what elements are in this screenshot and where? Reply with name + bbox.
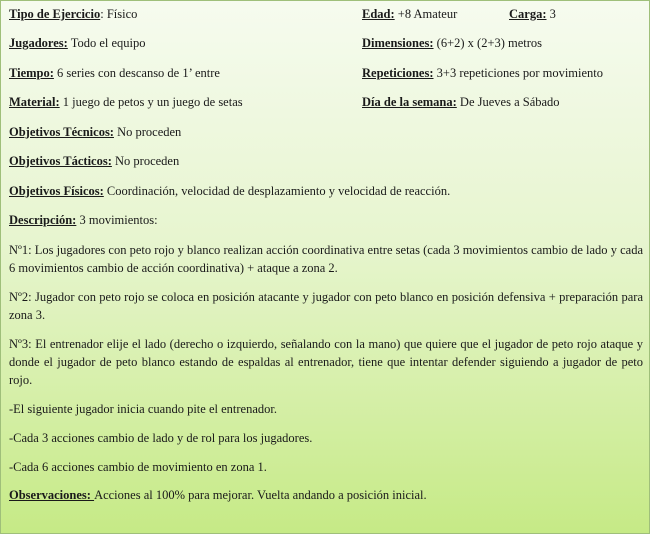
descripcion-row (9, 213, 158, 228)
paragraph-2: Nº2: Jugador con peto rojo se coloca en posición atacante y jugador con peto blanco en posición defensiva + preparación para zona 3. (9, 290, 643, 322)
dia-row (362, 95, 560, 110)
obj-fisicos-label: Objetivos Físicos: (9, 184, 104, 198)
material-value: 1 juego de petos y un juego de setas (59, 95, 243, 109)
observaciones-value: Acciones al 100% para mejorar. Vuelta andando a posición inicial. (94, 488, 427, 502)
repeticiones-row (362, 66, 603, 81)
edad-row (362, 7, 457, 22)
obj-tecnicos-value: No proceden (113, 125, 182, 139)
obj-tacticos-label: Objetivos Tácticos: (9, 154, 112, 168)
paragraph-1: Nº1: Los jugadores con peto rojo y blanco realizan acción coordinativa entre setas (cada 3 movimientos cambio de lado y cada 6 movimientos cambio de acción coordinativa) + ataque a zona 2. (9, 243, 643, 275)
obj-tacticos-value: No proceden (111, 154, 180, 168)
descripcion-label: Descripción: (9, 213, 77, 227)
obj-tecnicos-row (9, 125, 181, 140)
paragraph-3: Nº3: El entrenador elije el lado (derecho o izquierdo, señalando con la mano) que quiere que el jugador de peto rojo ataque y donde el jugador de peto blanco estando de espaldas al entrenador, tiene que intentar defender siguiendo a jugador de peto rojo. (9, 337, 643, 387)
edad-label: Edad: (362, 7, 395, 21)
dimensiones-row (362, 36, 542, 51)
descripcion-value: 3 movimientos: (76, 213, 158, 227)
tipo-row: Tipo de Ejercicio: Físico (9, 7, 138, 21)
dia-value: De Jueves a Sábado (456, 95, 560, 109)
jugadores-row (9, 36, 146, 51)
jugadores-value: Todo el equipo (67, 36, 146, 50)
tipo-value: Físico (103, 7, 138, 21)
obj-fisicos-value: Coordinación, velocidad de desplazamiento y velocidad de reacción. (103, 184, 451, 198)
obj-tacticos-row (9, 154, 179, 169)
tipo-label: Tipo de Ejercicio (9, 7, 101, 21)
dimensiones-label: Dimensiones: (362, 36, 434, 50)
obj-tecnicos-label: Objetivos Técnicos: (9, 125, 114, 139)
observaciones-row (9, 488, 427, 503)
carga-label: Carga: (509, 7, 547, 21)
edad-value: +8 Amateur (394, 7, 458, 21)
dimensiones-value: (6+2) x (2+3) metros (433, 36, 543, 50)
observaciones-label: Observaciones: (9, 488, 95, 502)
repeticiones-value: 3+3 repeticiones por movimiento (433, 66, 604, 80)
obj-fisicos-row (9, 184, 450, 199)
carga-value: 3 (546, 7, 556, 21)
jugadores-label: Jugadores: (9, 36, 68, 50)
tiempo-row (9, 66, 220, 81)
material-label: Material: (9, 95, 60, 109)
material-row (9, 95, 243, 110)
paragraph-6: -Cada 6 acciones cambio de movimiento en zona 1. (9, 460, 267, 474)
tiempo-label: Tiempo: (9, 66, 54, 80)
paragraph-4: -El siguiente jugador inicia cuando pite el entrenador. (9, 402, 277, 416)
paragraph-5: -Cada 3 acciones cambio de lado y de rol para los jugadores. (9, 431, 313, 445)
repeticiones-label: Repeticiones: (362, 66, 434, 80)
tiempo-value: 6 series con descanso de 1’ entre (53, 66, 220, 80)
carga-row (509, 7, 556, 22)
dia-label: Día de la semana: (362, 95, 457, 109)
